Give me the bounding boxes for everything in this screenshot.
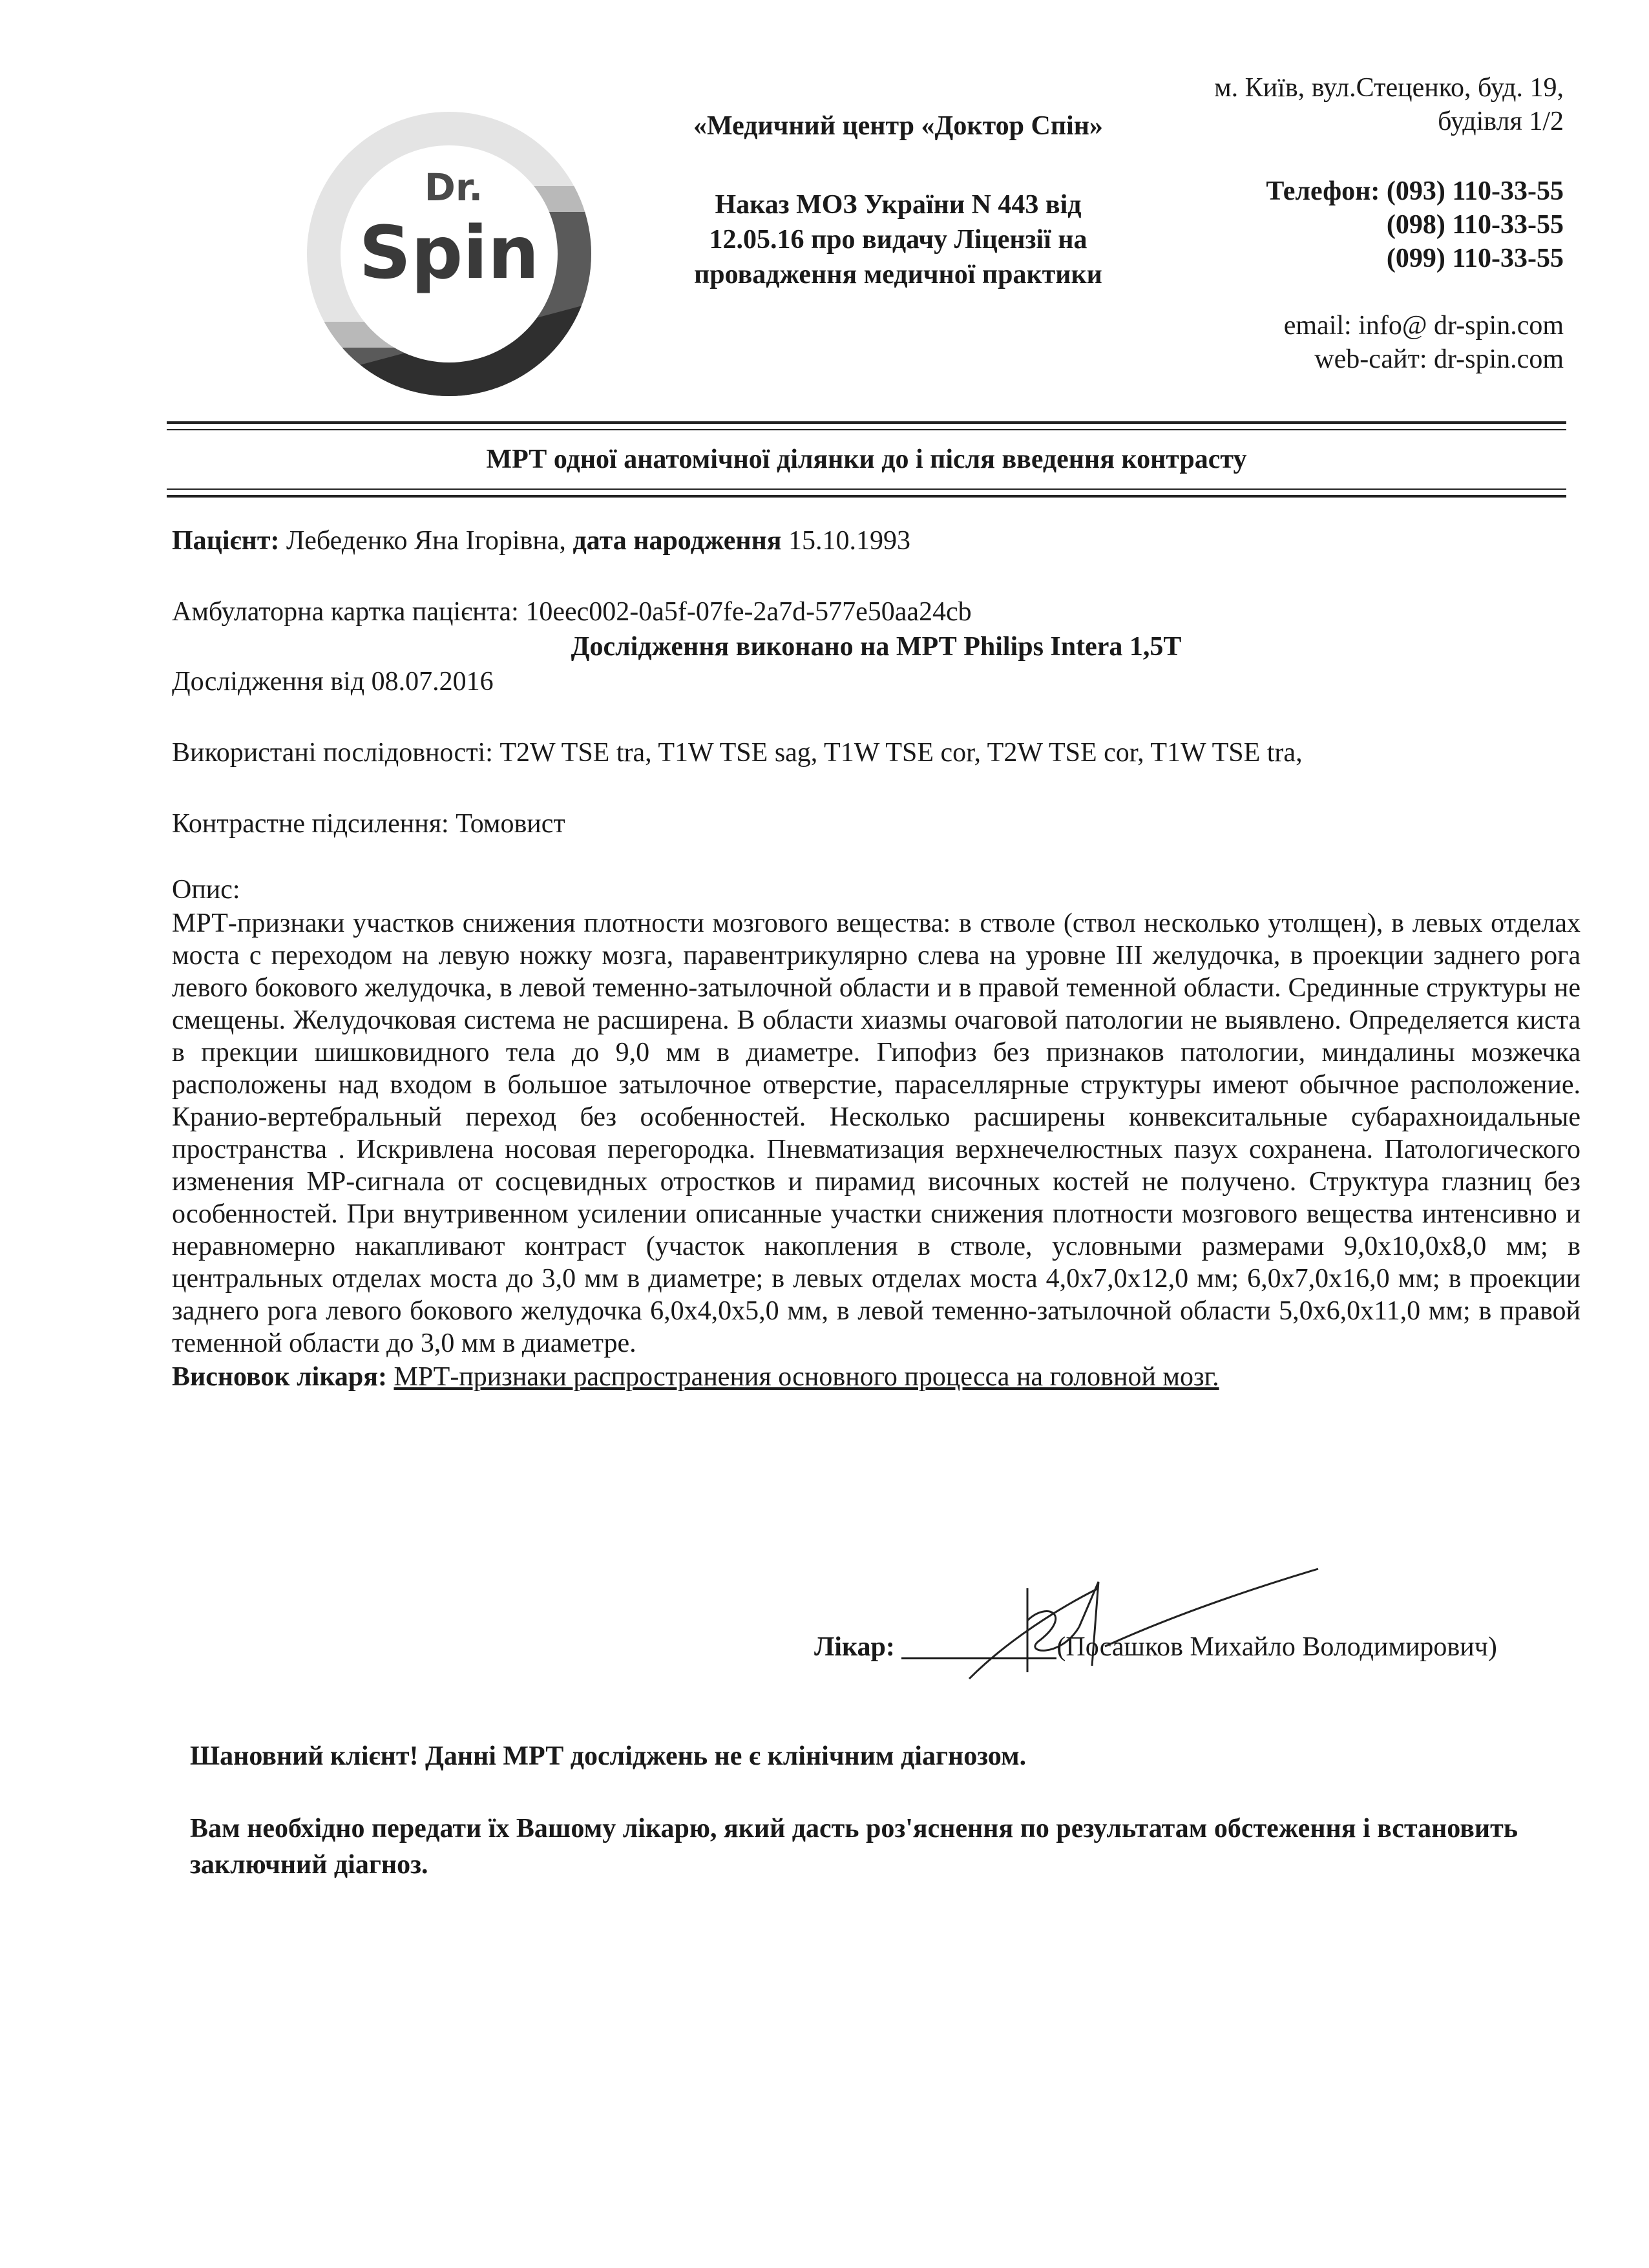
website: web-сайт: dr-spin.com: [1314, 344, 1564, 374]
report-body: [172, 523, 1581, 1394]
address-line-1: м. Київ, вул.Стеценко, буд. 19,: [1214, 73, 1564, 103]
patient-line: [172, 523, 1581, 558]
signature-line: [901, 1632, 1056, 1659]
title-rule: [167, 488, 1566, 490]
license-order: Наказ МОЗ України N 443 від 12.05.16 про видачу Ліцензії на провадження медичної практики: [694, 190, 1102, 289]
doctor-label: Лікар:: [814, 1632, 895, 1662]
logo-text-dr: Dr.: [424, 165, 483, 209]
doctor-name: (Посашков Михайло Володимирович): [1056, 1632, 1497, 1662]
contacts-block: [1073, 71, 1564, 376]
header-rule: [167, 429, 1566, 430]
doctor-line: [814, 1630, 1577, 1664]
conclusion: [172, 1360, 1581, 1394]
phone-1: (093) 110-33-55: [1386, 176, 1564, 206]
logo-text-spin: Spin: [359, 211, 540, 295]
footer-note-2: Вам необхідно передати їх Вашому лікарю, який дасть роз'яснення по результатам обстеження і встановить заключний діагноз.: [190, 1814, 1518, 1880]
footer-notes: [190, 1738, 1592, 1883]
phone-label: Телефон:: [1266, 176, 1380, 206]
document-title: МРТ одної анатомічної ділянки до і після введення контрасту: [486, 445, 1247, 474]
sequences: Використані послідовності: T2W TSE tra, T1W TSE sag, T1W TSE cor, T2W TSE cor, T1W TSE tra,: [172, 738, 1303, 768]
contrast: Контрастне підсилення: Томовист: [172, 809, 565, 839]
phone-3: (099) 110-33-55: [1386, 244, 1564, 273]
address-line-2: будівля 1/2: [1438, 107, 1564, 136]
clinic-logo: [304, 109, 594, 399]
title-rule: [167, 495, 1566, 498]
header-rule: [167, 421, 1566, 424]
patient-name: Лебеденко Яна Ігорівна,: [286, 526, 566, 556]
doctor-signature: [930, 1562, 1344, 1692]
clinic-header: [666, 109, 1131, 292]
card-number: Амбулаторна картка пацієнта: 10eec002-0a5f-07fe-2a7d-577e50aa24cb: [172, 597, 972, 627]
conclusion-label: Висновок лікаря:: [172, 1362, 387, 1392]
patient-label: Пацієнт:: [172, 526, 280, 556]
phones-block: [1073, 174, 1564, 275]
footer-note-1: Шановний клієнт! Данні МРТ досліджень не є клінічним діагнозом.: [190, 1741, 1027, 1771]
phone-2: (098) 110-33-55: [1386, 210, 1564, 240]
dob-label: дата народження: [572, 526, 782, 556]
description-text: МРТ-признаки участков снижения плотности мозгового вещества: в стволе (ствол несколько утолщен), в левых отделах моста с переходом на левую ножку мозга, паравентрикулярно слева на уровне III желудочка, в проекции заднего рога левого бокового желудочка, в левой теменно-затылочной области и в правой теменной области. Срединные структуры не смещены. Желудочковая система не расширена. В области хиазмы очаговой патологии не выявлено. Определяется киста в прекции шишковидного тела до 9,0 мм в диаметре. Гипофиз без признаков патологии, миндалины мозжечка расположены над входом в большое затылочное отверстие, параселлярные структуры имеют обычное расположение. Кранио-вертебральный переход без особенностей. Несколько расширены конвекситальные субарахноидальные пространства . Искривлена носовая перегородка. Пневматизация верхнечелюстных пазух сохранена. Патологического изменения МР-сигнала от сосцевидных отростков и пирамид височных костей не получено. Структура глазниц без особенностей. При внутривенном усилении описанные участки снижения плотности мозгового вещества интенсивно и неравномерно накапливают контраст (участок накопления в стволе, условными размерами 9,0х10,0х8,0 мм; в центральных отделах моста до 3,0 мм в диаметре; в левых отделах моста 4,0х7,0х12,0 мм; 6,0х7,0х16,0 мм; в проекции заднего рога левого бокового желудочка 6,0х4,0х5,0 мм, в левой теменно-затылочной области 5,0х6,0х11,0 мм; в правой теменной области до 3,0 мм в диаметре.: [172, 908, 1581, 1358]
description-label: Опис:: [172, 875, 240, 905]
clinic-name: «Медичний центр «Доктор Спін»: [693, 111, 1103, 141]
dob-value: 15.10.1993: [788, 526, 910, 556]
study-date: Дослідження від 08.07.2016: [172, 667, 494, 697]
conclusion-text: МРТ-признаки распространения основного процесса на головной мозг.: [394, 1362, 1219, 1392]
email: email: info@ dr-spin.com: [1283, 311, 1564, 341]
scanner-info: Дослідження виконано на МРТ Philips Intera 1,5T: [571, 632, 1182, 662]
